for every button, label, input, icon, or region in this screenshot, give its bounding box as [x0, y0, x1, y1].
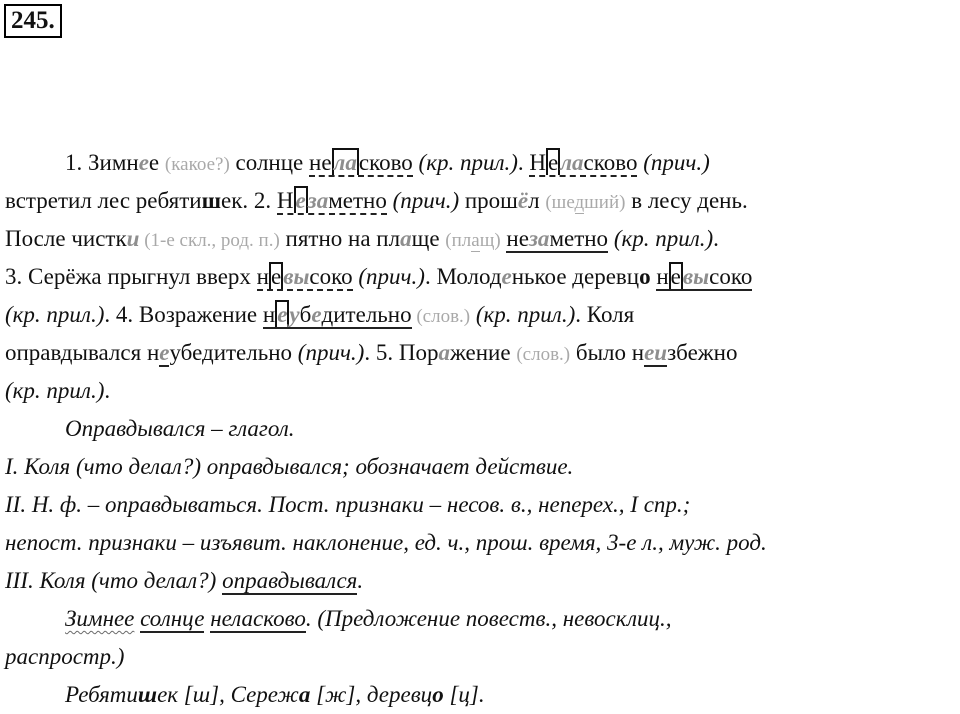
- analysis-text: II. Н. ф. – оправдываться. Пост. признаки – несов. в., неперех., I спр.;: [5, 492, 691, 517]
- text: метно: [328, 188, 387, 213]
- grammar-note: (кр. прил.): [412, 150, 518, 175]
- hint: (слов.): [516, 344, 571, 365]
- highlight-letter: е: [501, 264, 512, 289]
- hint: д: [574, 192, 585, 213]
- text: убедительно: [169, 340, 293, 365]
- attribute-word: Зимнее: [65, 606, 135, 631]
- highlight-letter: и: [126, 226, 140, 251]
- root-box: е: [548, 150, 559, 175]
- word-nezametno-2: [506, 226, 608, 253]
- text: После чистк: [5, 226, 127, 251]
- text: пятно на пл: [279, 226, 401, 251]
- text: [ж], деревц: [310, 682, 433, 707]
- grammar-note: (прич.): [637, 150, 710, 175]
- analysis-text: непост. признаки – изъявит. наклонение, ед. ч., прош. время, 3-е л., муж. род.: [5, 530, 767, 555]
- highlight-letter: о: [432, 682, 444, 707]
- text: в лесу день.: [625, 188, 748, 213]
- root-box: е: [277, 302, 288, 327]
- highlight-letter: ла: [560, 150, 584, 175]
- text: сково: [358, 150, 413, 175]
- text: . 5. Пор: [364, 340, 439, 365]
- text: . Коля: [575, 302, 635, 327]
- text: б: [299, 302, 312, 327]
- analysis-text: I. Коля (что делал?) оправдывался; обозначает действие.: [5, 454, 574, 479]
- text: Н: [529, 150, 547, 175]
- highlight-letter: вы: [682, 264, 710, 289]
- text-line-13: [65, 604, 948, 634]
- highlight-letter: за: [307, 188, 329, 213]
- grammar-note: (прич.): [352, 264, 425, 289]
- highlight-letter: и: [654, 340, 668, 365]
- hint: (1-е скл., род. п.): [139, 230, 280, 251]
- text-line-11: [5, 528, 948, 558]
- hint: (ше: [545, 192, 575, 213]
- highlight-letter: е: [138, 150, 149, 175]
- grammar-note: (кр. прил.): [5, 378, 105, 403]
- root-box: е: [270, 264, 282, 289]
- highlight-letter: о: [639, 264, 651, 289]
- hint: (слов.): [411, 306, 471, 327]
- text: не: [506, 226, 529, 251]
- word-nevysoko: [257, 264, 353, 291]
- text: .: [713, 226, 719, 251]
- hint: (какое?): [164, 154, 230, 175]
- text: . (Предложение повеств., невосклиц.,: [305, 606, 672, 631]
- analysis-heading: Оправдывался – глагол.: [65, 416, 295, 441]
- text-line-4: [5, 262, 948, 292]
- text: соко: [309, 264, 353, 289]
- grammar-note: (кр. прил.): [608, 226, 714, 251]
- highlight-letter: ш: [137, 682, 158, 707]
- text: л: [528, 188, 546, 213]
- grammar-note: (прич.): [386, 188, 460, 213]
- text-line-7: [5, 376, 948, 406]
- grammar-note: (кр. прил.): [5, 302, 105, 327]
- highlight-letter: вы: [283, 264, 310, 289]
- text-line-15: [65, 680, 948, 710]
- text: соко: [709, 264, 753, 289]
- text-line-10: [5, 490, 948, 520]
- root-box: ла: [333, 150, 357, 175]
- text: н: [256, 264, 269, 289]
- exercise-number: 245.: [4, 4, 62, 38]
- text: было н: [570, 340, 645, 365]
- highlight-letter: ё: [517, 188, 529, 213]
- text: 1. Зимн: [65, 150, 139, 175]
- text: встретил лес ребяти: [5, 188, 202, 213]
- text: Ребяти: [65, 682, 138, 707]
- root-box: е: [295, 188, 306, 213]
- text: .: [517, 150, 530, 175]
- text: ще: [411, 226, 446, 251]
- text: Н: [276, 188, 294, 213]
- highlight-letter: у: [289, 302, 300, 327]
- hint: щ): [479, 230, 501, 251]
- hint: а: [471, 230, 480, 251]
- predicate: оправдывался: [222, 568, 358, 593]
- word-nelaskovo-2: [529, 150, 637, 177]
- highlight-letter: е: [644, 340, 655, 365]
- text-line-12: [5, 566, 948, 596]
- grammar-note: (кр. прил.): [470, 302, 576, 327]
- text: распростр.): [5, 644, 125, 669]
- word-neubeditelno: [263, 302, 412, 329]
- text-line-9: [5, 452, 948, 482]
- highlight-letter: е: [311, 302, 322, 327]
- hint: (пл: [445, 230, 472, 251]
- text-line-14: [5, 642, 948, 672]
- text: дительно: [321, 302, 412, 327]
- text: прош: [459, 188, 518, 213]
- text: оправдывался н: [5, 340, 160, 365]
- word-nevysoko-2: [656, 264, 752, 291]
- root-box: е: [670, 264, 681, 289]
- text: ек. 2.: [220, 188, 277, 213]
- analysis-text: III. Коля (что делал?): [5, 568, 223, 593]
- subject-word: солнце: [140, 606, 205, 631]
- text: н: [656, 264, 669, 289]
- prefix: не: [309, 150, 332, 175]
- text: 3. Серёжа прыгнул вверх: [5, 264, 257, 289]
- text-line-1: [65, 148, 948, 180]
- word-nezametno: [277, 188, 387, 215]
- text: метно: [549, 226, 609, 251]
- highlight-letter: а: [298, 682, 311, 707]
- highlight-letter: а: [400, 226, 412, 251]
- highlight-letter: за: [528, 226, 550, 251]
- highlight-letter: ш: [201, 188, 221, 213]
- text: нькое деревц: [511, 264, 640, 289]
- text: . 4. Возражение: [104, 302, 263, 327]
- text-line-3: [5, 224, 948, 256]
- text: [ц].: [443, 682, 485, 707]
- text: .: [104, 378, 111, 403]
- predicate-word: неласково: [210, 606, 306, 631]
- text-line-2: [5, 186, 948, 218]
- text: е: [148, 150, 165, 175]
- text: жение: [449, 340, 517, 365]
- text: .: [357, 568, 364, 593]
- text-line-8: [65, 414, 948, 444]
- text: н: [262, 302, 276, 327]
- word-nelaskovo: [309, 150, 413, 177]
- text: . Молод: [424, 264, 502, 289]
- text: солнце: [229, 150, 310, 175]
- text: збежно: [667, 340, 738, 365]
- text-line-6: [5, 338, 948, 370]
- grammar-note: (прич.): [292, 340, 365, 365]
- highlight-letter: а: [438, 340, 450, 365]
- text: ек [ш], Сереж: [157, 682, 299, 707]
- text: сково: [583, 150, 638, 175]
- hint: ший): [584, 192, 626, 213]
- highlight-letter: е: [159, 340, 170, 365]
- text-line-5: [5, 300, 948, 332]
